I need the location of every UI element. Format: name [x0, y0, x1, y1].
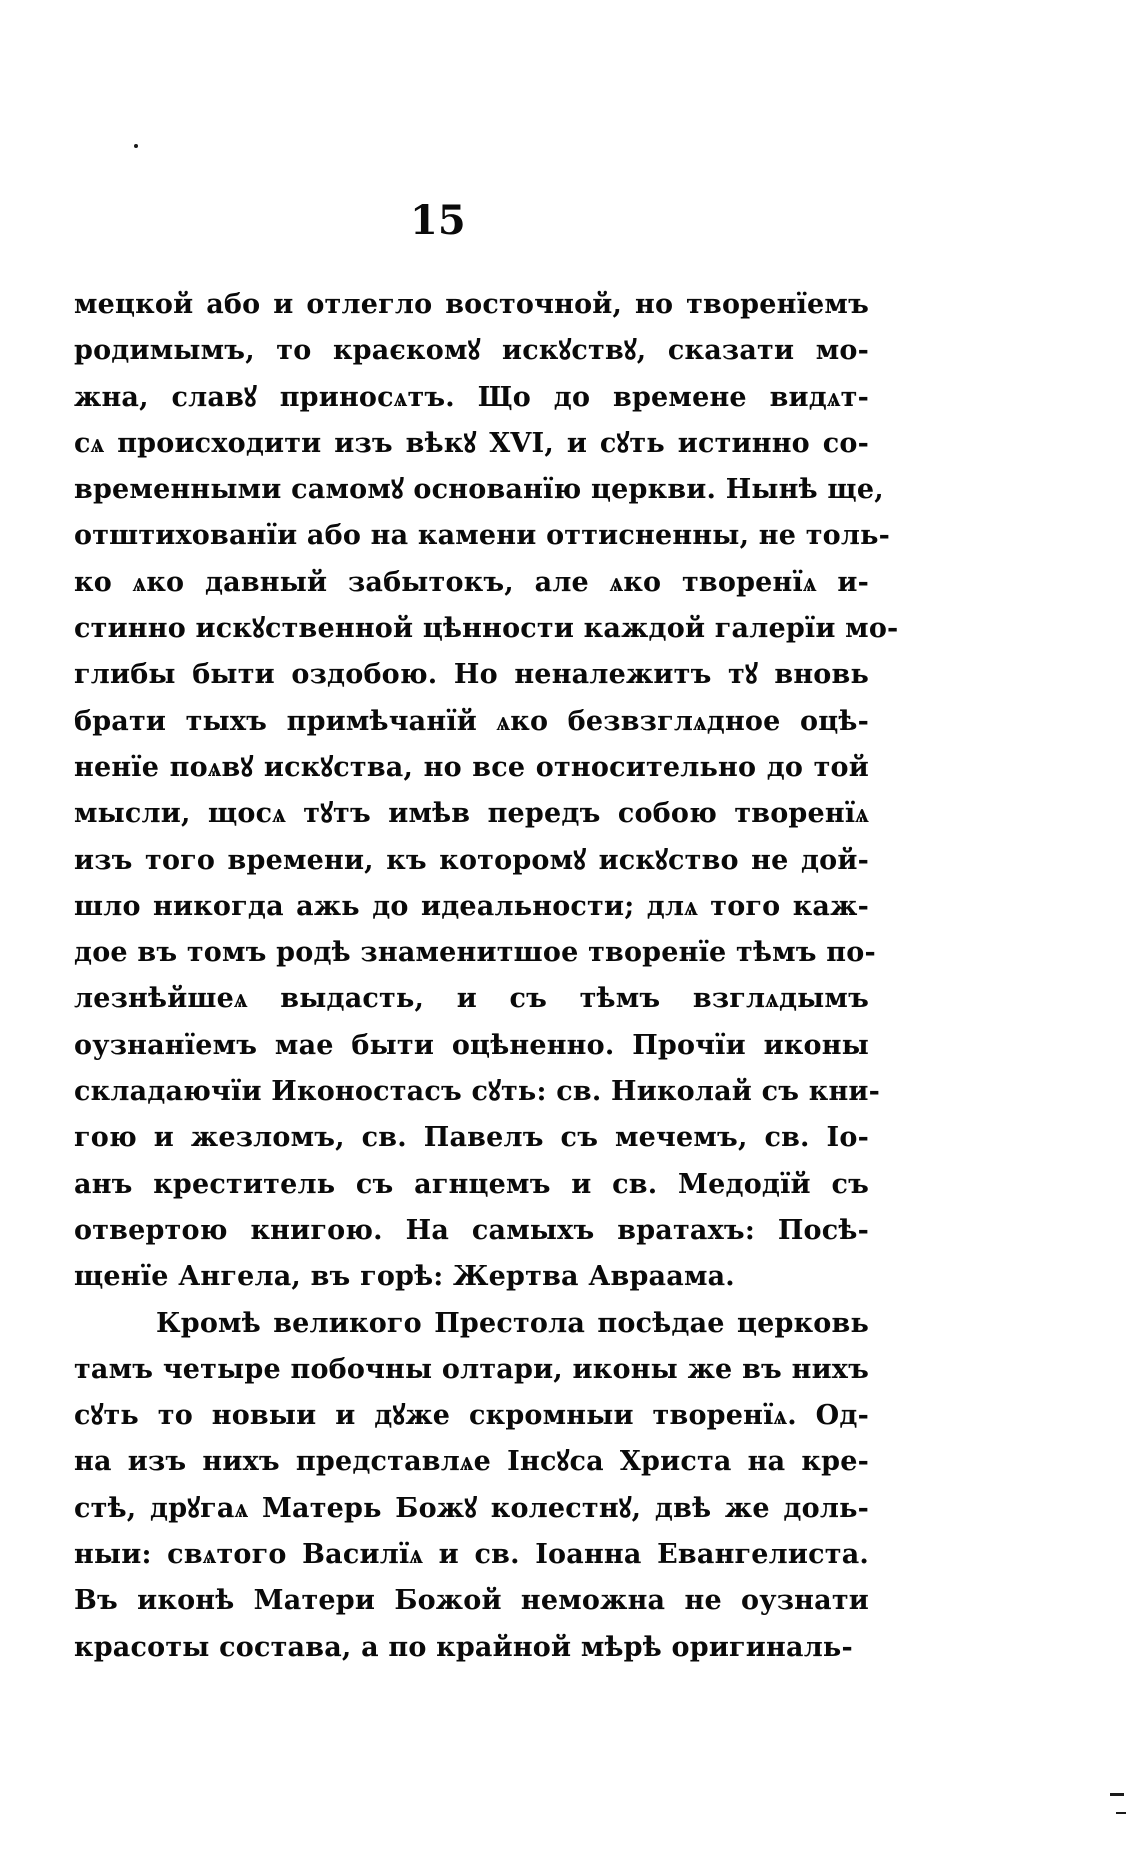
text-line: лезнѣйшеѧ выдасть, и съ тѣмъ взглѧдымъ — [74, 983, 869, 1015]
text-line: красоты состава, а по крайной мѣрѣ оригиналь- — [74, 1631, 853, 1663]
text-line: оузнанїемъ мае быти оцѣненно. Прочїи иконы — [74, 1029, 869, 1061]
body-text — [74, 282, 899, 1671]
text-line: отвертою книгою. На самыхъ вратахъ: Посѣ- — [74, 1214, 869, 1246]
text-line: глибы быти оздобою. Но неналежитъ тꙋ вновь — [74, 659, 869, 691]
text-line: Въ иконѣ Матери Божой неможна не оузнати — [74, 1585, 869, 1617]
text-line: на изъ нихъ представлѧе Інсꙋса Христа на кре- — [74, 1446, 869, 1478]
text-line: тамъ четыре побочны олтари, иконы же въ нихъ — [74, 1353, 869, 1385]
text-line: ныи: свѧтого Василїѧ и св. Іоанна Евангелиста. — [74, 1539, 869, 1571]
text-line: отштихованїи або на камени оттисненны, не толь- — [74, 520, 891, 552]
text-line: жна, славꙋ приносѧтъ. Що до времене видѧт- — [74, 381, 869, 413]
text-line: мысли, щосѧ тꙋтъ имѣв передъ собою творенїѧ — [74, 798, 869, 830]
text-line: дое въ томъ родѣ знаменитшое творенїе тѣмъ по- — [74, 937, 876, 969]
text-line: брати тыхъ примѣчанїй ѧко безвзглѧдное оцѣ- — [74, 705, 869, 737]
text-line: гою и жезломъ, св. Павелъ съ мечемъ, св. Іо- — [74, 1122, 869, 1154]
text-line: сѧ происходити изъ вѣкꙋ XVI, и сꙋть истинно со- — [74, 427, 869, 459]
text-line: стѣ, дрꙋгаѧ Матерь Божꙋ колестнꙋ, двѣ же доль- — [74, 1492, 869, 1524]
text-line: сꙋть то новыи и дꙋже скромныи творенїѧ. Од- — [74, 1400, 869, 1432]
text-line: ко ѧко давный забытокъ, але ѧко творенїѧ и- — [74, 566, 869, 598]
scan-speck — [134, 144, 138, 148]
text-line: Кромѣ великого Престола посѣдае церковь — [156, 1307, 869, 1339]
text-line: стинно искꙋственной цѣнности каждой галерїи мо- — [74, 613, 899, 645]
text-line: временными самомꙋ основанїю церкви. Нынѣ ще, — [74, 474, 884, 506]
text-line: ненїе поѧвꙋ искꙋства, но все относительно до той — [74, 751, 869, 783]
text-line: щенїе Ангела, въ горѣ: Жертва Авраама. — [74, 1261, 735, 1293]
text-line: родимымъ, то краєкомꙋ искꙋствꙋ, сказати мо- — [74, 335, 869, 367]
text-line: складаючїи Иконостасъ сꙋть: св. Николай съ кни- — [74, 1076, 881, 1108]
page-number: 15 — [410, 197, 466, 244]
text-line: анъ креститель съ агнцемъ и св. Медодїй съ — [74, 1168, 869, 1200]
text-line: изъ того времени, къ которомꙋ искꙋство не дой- — [74, 844, 869, 876]
scan-mark — [1110, 1793, 1124, 1796]
text-line: мецкой або и отлегло восточной, но творенїемъ — [74, 289, 869, 320]
scan-mark — [1116, 1812, 1126, 1814]
text-line: шло никогда ажь до идеальности; длѧ того каж- — [74, 890, 869, 922]
